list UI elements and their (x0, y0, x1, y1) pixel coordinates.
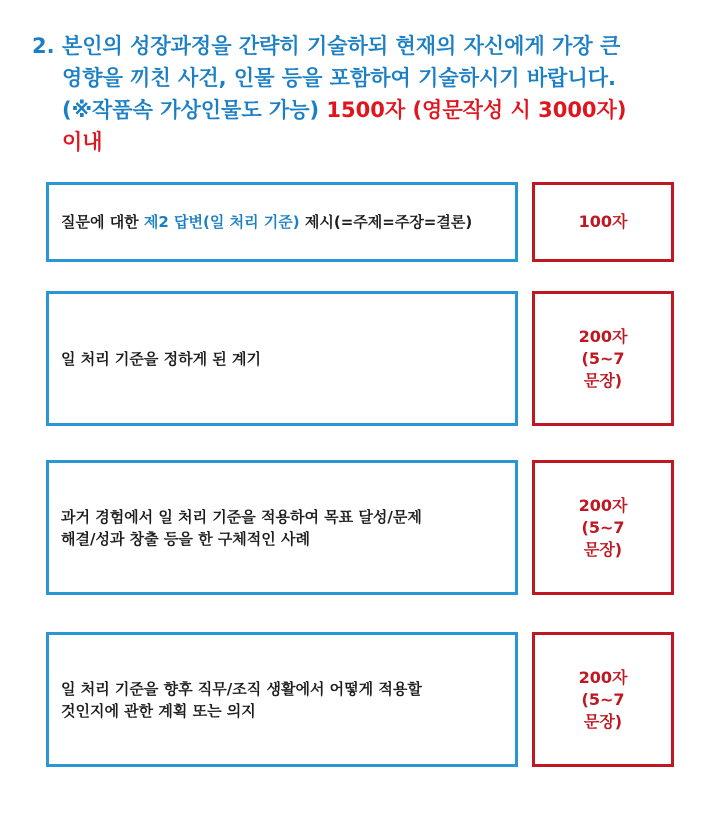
char-count-4-value: 200자 (578, 667, 628, 687)
content-box-1 (46, 182, 518, 262)
char-count-2 (579, 326, 628, 392)
content-box-3 (46, 460, 518, 595)
question-text-1: 본인의 성장과정을 간략히 기술하되 현재의 자신에게 가장 큰 (61, 34, 621, 58)
content-text-2: 일 처리 기준을 정하게 된 계기 (61, 349, 261, 368)
content-text-4 (61, 678, 422, 722)
content-text-4-line-1: 일 처리 기준을 향후 직무/조직 생활에서 어떻게 적용할 (61, 679, 422, 698)
question-line-3 (32, 94, 692, 126)
question-line-2: 영향을 끼친 사건, 인물 등을 포함하여 기술하시기 바랍니다. (62, 66, 616, 90)
question-heading (32, 30, 692, 158)
char-count-4-unit: 문장) (583, 711, 623, 731)
answer-row-3 (46, 460, 674, 595)
char-count-3 (579, 495, 628, 561)
char-count-box-2 (532, 291, 674, 426)
char-count-3-range: (5~7 (581, 517, 625, 537)
char-count-2-unit: 문장) (583, 370, 623, 390)
char-count-4-range: (5~7 (581, 689, 625, 709)
char-count-1-value: 100자 (578, 212, 628, 231)
question-length-limit: 1500자 (영문작성 시 3000자) (326, 98, 627, 122)
char-count-box-4 (532, 632, 674, 767)
content-box-2 (46, 291, 518, 426)
char-count-1 (579, 211, 628, 233)
answer-row-2 (46, 291, 674, 426)
content-text-4-line-2: 것인지에 관한 계획 또는 의지 (61, 701, 256, 720)
char-count-3-value: 200자 (578, 495, 628, 515)
char-count-2-range: (5~7 (581, 348, 625, 368)
char-count-2-value: 200자 (578, 326, 628, 346)
content-text-3-line-1: 과거 경험에서 일 처리 기준을 적용하여 목표 달성/문제 (61, 507, 422, 526)
content-text-3 (61, 506, 422, 550)
question-line-1 (32, 30, 692, 62)
answer-row-4 (46, 632, 674, 767)
content-text-1 (61, 211, 472, 233)
char-count-4 (579, 667, 628, 733)
question-number: 2. (32, 34, 55, 58)
char-count-box-3 (532, 460, 674, 595)
content-text-1-highlight: 제2 답변(일 처리 기준) (143, 213, 300, 231)
answer-row-1 (46, 182, 674, 262)
content-text-1-pre: 질문에 대한 (61, 213, 144, 231)
content-text-3-line-2: 해결/성과 창출 등을 한 구체적인 사례 (61, 529, 310, 548)
char-count-3-unit: 문장) (583, 539, 623, 559)
char-count-box-1 (532, 182, 674, 262)
content-box-4 (46, 632, 518, 767)
question-line-4: 이내 (62, 130, 103, 154)
content-text-1-post: 제시(=주제=주장=결론) (299, 213, 473, 231)
question-note: (※작품속 가상인물도 가능) (62, 98, 320, 122)
